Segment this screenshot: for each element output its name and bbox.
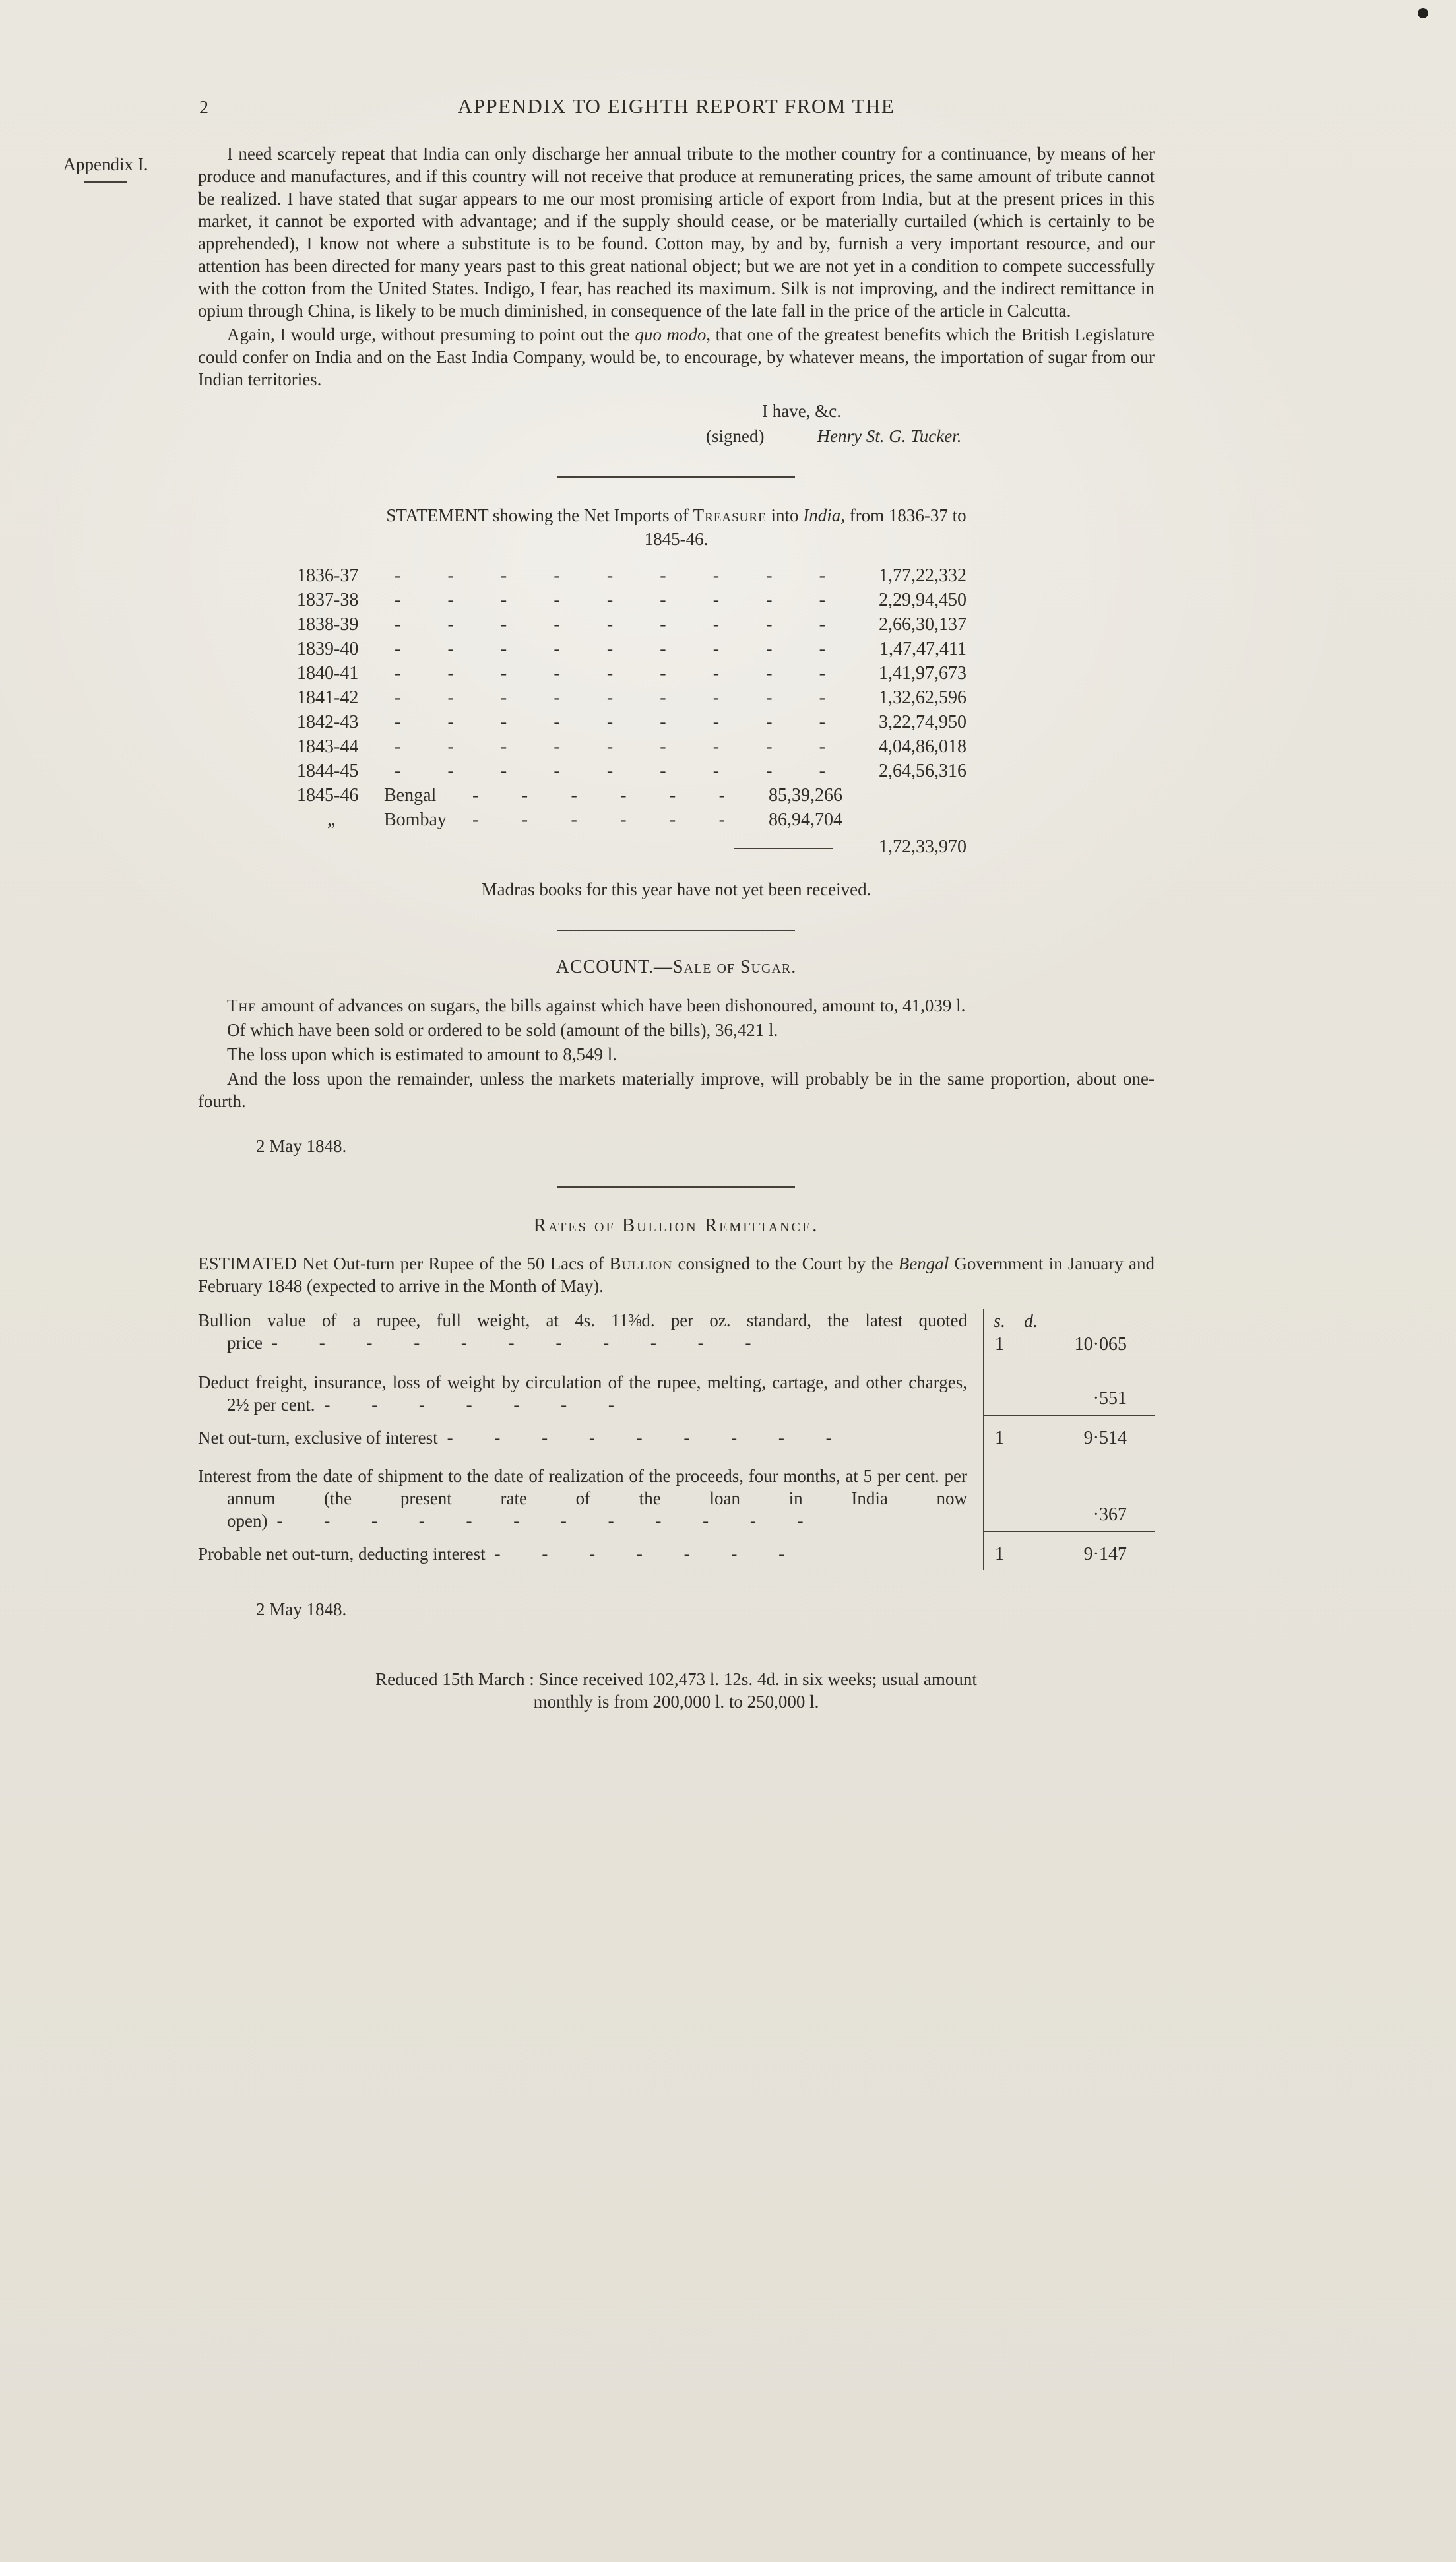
page-content bbox=[198, 94, 1155, 1713]
section-divider bbox=[557, 930, 795, 931]
bullion-date: 2 May 1848. bbox=[256, 1599, 347, 1619]
account-paragraph-4: And the loss upon the remainder, unless the markets materially improve, will probably be in the same proportion, about one-fourth. bbox=[198, 1069, 1155, 1111]
bullion-row bbox=[198, 1361, 1155, 1416]
row-value: 2,66,30,137 bbox=[879, 614, 966, 635]
row-year: 1843-44 bbox=[297, 736, 359, 757]
shillings-label: s. bbox=[994, 1311, 1005, 1331]
dash-leader: - - - - - - - - - - - - bbox=[276, 1511, 804, 1531]
account-paragraph-2: Of which have been sold or ordered to be sold (amount of the bills), 36,421 l. bbox=[227, 1020, 778, 1040]
statement-heading-text-b: into bbox=[766, 505, 804, 525]
row-year: 1844-45 bbox=[297, 761, 359, 781]
bullion-heading: Rates of Bullion Remittance. bbox=[533, 1215, 819, 1236]
section-divider bbox=[557, 1186, 795, 1188]
account-paragraph-3: The loss upon which is estimated to amount to 8,549 l. bbox=[227, 1044, 617, 1064]
bullion-row-description: Deduct freight, insurance, loss of weight by circulation of the rupee, melting, cartage, and other charges, 2½ per cent. bbox=[198, 1372, 967, 1415]
row-value: 1,47,47,411 bbox=[879, 639, 966, 659]
bullion-value bbox=[984, 1543, 1155, 1566]
dash-leader: - - - - - - - - - bbox=[395, 565, 825, 586]
dash-leader: - - - - - - - - - bbox=[395, 761, 825, 781]
account-heading-subject: Sale of Sugar. bbox=[673, 957, 797, 977]
reduction-note-line1: Reduced 15th March : Since received 102,473 l. 12s. 4d. in six weeks; usual amount bbox=[375, 1669, 977, 1689]
statement-heading-line2: 1845-46. bbox=[644, 529, 709, 549]
bullion-row-description: Net out-turn, exclusive of interest bbox=[198, 1428, 438, 1448]
bullion-row-text bbox=[198, 1361, 983, 1416]
row-value: 4,04,86,018 bbox=[879, 736, 966, 757]
letter-p2-latin-phrase: quo modo bbox=[635, 325, 707, 344]
row-year: 1836-37 bbox=[297, 565, 359, 586]
table-row-bombay bbox=[297, 808, 966, 832]
header-title: APPENDIX TO EIGHTH REPORT FROM THE bbox=[457, 94, 895, 117]
total-value: 1,72,33,970 bbox=[879, 837, 966, 857]
margin-note-text: Appendix I. bbox=[63, 154, 148, 174]
dash-leader: - - - - - - - - - bbox=[395, 712, 825, 732]
section-divider bbox=[557, 476, 795, 478]
letter-p2-text-a: Again, I would urge, without presuming to point out the bbox=[227, 325, 635, 344]
bullion-row-value-cell bbox=[983, 1416, 1155, 1454]
bullion-intro bbox=[198, 1252, 1155, 1297]
dash-leader: - - - - - - - - - bbox=[395, 590, 825, 610]
bullion-intro-text-b: consigned to the Court by the bbox=[672, 1254, 899, 1273]
row-value: 1,32,62,596 bbox=[879, 688, 966, 708]
bullion-row-description: Bullion value of a rupee, full weight, at 4s. 11⅜d. per oz. standard, the latest quoted price bbox=[198, 1310, 967, 1353]
bullion-row-value-cell bbox=[983, 1454, 1155, 1532]
margin-note-rule bbox=[84, 181, 127, 183]
account-date: 2 May 1848. bbox=[256, 1136, 347, 1156]
table-row bbox=[297, 588, 966, 612]
row-subvalue: 85,39,266 bbox=[769, 785, 842, 806]
dash-leader: - - - - - - - - - bbox=[395, 688, 825, 708]
bullion-intro-text-c: Government in January and February 1848 (expected to arrive in the Month of May). bbox=[198, 1254, 1155, 1296]
row-value: 2,64,56,316 bbox=[879, 761, 966, 781]
shillings-value: 1 bbox=[995, 1544, 1004, 1564]
row-value: 1,41,97,673 bbox=[879, 663, 966, 684]
shillings-value: 1 bbox=[995, 1334, 1004, 1355]
bullion-value bbox=[984, 1387, 1155, 1411]
bullion-value bbox=[984, 1426, 1155, 1450]
statement-heading-treasure: Treasure bbox=[693, 505, 767, 525]
dash-leader: - - - - - - - - - bbox=[395, 614, 825, 635]
madras-note: Madras books for this year have not yet been received. bbox=[481, 880, 871, 899]
table-row bbox=[297, 686, 966, 710]
pence-value: 9·514 bbox=[1083, 1428, 1127, 1448]
bullion-row-description: Interest from the date of shipment to the date of realization of the proceeds, four months, at 5 per cent. per annum (the present rate of the loan in India now open) bbox=[198, 1466, 967, 1531]
treasure-imports-table bbox=[297, 563, 966, 861]
letter-paragraph-1: I need scarcely repeat that India can only discharge her annual tribute to the mother country for a continuance, by means of her produce and manufactures, and if this country will not receive that produce at remunerating prices, the same amount of tribute cannot be realized. I have stated that sugar appears to me our most promising article of export from India, but at the present prices in this market, it cannot be exported with advantage; and if the supply should cease, or be materially curtailed (which is certainly to be apprehended), I know not where a substitute is to be found. Cotton may, by and by, furnish a very important resource, and our attention has been directed for many years past to this great national object; but we are not yet in a condition to compete successfully with the cotton from the United States. Indigo, I fear, has reached its maximum. Silk is not improving, and the indirect remittance in opium through China, is likely to be much diminished, in consequence of the late fall in the price of the article in Calcutta. bbox=[198, 144, 1155, 321]
row-place: Bombay bbox=[384, 810, 447, 830]
table-row bbox=[297, 734, 966, 759]
bullion-intro-bengal: Bengal bbox=[898, 1254, 949, 1273]
bullion-row-text bbox=[198, 1416, 983, 1454]
row-value: 1,77,22,332 bbox=[879, 565, 966, 586]
row-year: 1838-39 bbox=[297, 614, 359, 635]
account-heading bbox=[198, 956, 1155, 978]
statement-heading bbox=[198, 504, 1155, 527]
row-place: Bengal bbox=[384, 785, 437, 806]
table-total-row bbox=[297, 833, 966, 861]
ditto-mark: „ bbox=[327, 810, 336, 830]
dash-leader: - - - - - - - - - bbox=[395, 663, 825, 684]
signature-line bbox=[706, 425, 1155, 447]
dash-leader: - - - - - - bbox=[472, 785, 725, 806]
row-year: 1839-40 bbox=[297, 639, 359, 659]
dash-leader: - - - - - - - bbox=[494, 1544, 785, 1564]
row-year: 1837-38 bbox=[297, 590, 359, 610]
ink-dot bbox=[1418, 8, 1428, 18]
table-row bbox=[297, 563, 966, 588]
bullion-row bbox=[198, 1416, 1155, 1454]
bullion-row-text bbox=[198, 1532, 983, 1570]
letter-paragraph-2 bbox=[198, 323, 1155, 391]
total-rule bbox=[734, 848, 833, 849]
pence-value: 10·065 bbox=[1074, 1334, 1127, 1355]
table-row bbox=[297, 637, 966, 661]
bullion-value bbox=[984, 1333, 1155, 1357]
row-year: 1845-46 bbox=[297, 785, 359, 806]
shillings-value: 1 bbox=[995, 1428, 1004, 1448]
row-subvalue: 86,94,704 bbox=[769, 810, 842, 830]
table-row bbox=[297, 710, 966, 734]
table-row-bengal bbox=[297, 783, 966, 808]
bullion-row bbox=[198, 1532, 1155, 1570]
account-p1-lead: The bbox=[227, 996, 257, 1015]
pence-value: ·551 bbox=[1092, 1388, 1127, 1409]
letter-p2-text-b: , that one of the greatest benefits which the British Legislature could confer on India and on the East India Company, would be, to encourage, by whatever means, the importation of sugar from our Indian territories. bbox=[198, 325, 1155, 389]
bullion-row-value-cell bbox=[983, 1309, 1155, 1361]
margin-note bbox=[47, 153, 164, 183]
account-heading-text: ACCOUNT.— bbox=[555, 957, 673, 977]
bullion-row-text bbox=[198, 1454, 983, 1532]
shillings-pence-header bbox=[984, 1310, 1155, 1333]
dash-leader: - - - - - - bbox=[472, 810, 725, 830]
valediction: I have, &c. bbox=[762, 401, 841, 421]
account-p1-text: amount of advances on sugars, the bills against which have been dishonoured, amount to, 41,039 l. bbox=[256, 996, 966, 1015]
signed-label: (signed) bbox=[706, 426, 765, 446]
bullion-table bbox=[198, 1309, 1155, 1570]
account-paragraph-1 bbox=[198, 994, 1155, 1017]
table-row bbox=[297, 759, 966, 783]
bullion-row-value-cell bbox=[983, 1532, 1155, 1570]
pence-value: ·367 bbox=[1092, 1504, 1127, 1525]
bullion-intro-bullion: Bullion bbox=[609, 1254, 673, 1273]
bullion-value bbox=[984, 1503, 1155, 1527]
bullion-row-value-cell bbox=[983, 1361, 1155, 1416]
table-row bbox=[297, 661, 966, 686]
page-header bbox=[198, 94, 1155, 119]
row-value: 2,29,94,450 bbox=[879, 590, 966, 610]
dash-leader: - - - - - - - bbox=[324, 1395, 614, 1415]
bullion-row bbox=[198, 1454, 1155, 1532]
table-row bbox=[297, 612, 966, 637]
shillings-value bbox=[984, 1503, 1015, 1527]
row-value: 3,22,74,950 bbox=[879, 712, 966, 732]
pence-label: d. bbox=[1024, 1311, 1038, 1331]
dash-leader: - - - - - - - - - - - bbox=[271, 1333, 751, 1353]
bullion-intro-text-a: ESTIMATED Net Out-turn per Rupee of the 50 Lacs of bbox=[198, 1254, 610, 1273]
statement-heading-text-c: from 1836-37 to bbox=[844, 505, 966, 525]
bullion-row-description: Probable net out-turn, deducting interest bbox=[198, 1544, 486, 1564]
bullion-row-text bbox=[198, 1309, 983, 1361]
statement-heading-india: India, bbox=[803, 505, 845, 525]
dash-leader: - - - - - - - - - bbox=[395, 639, 825, 659]
pence-value: 9·147 bbox=[1083, 1544, 1127, 1564]
reduction-note bbox=[198, 1668, 1155, 1713]
shillings-value bbox=[984, 1387, 1015, 1411]
signature: Henry St. G. Tucker. bbox=[817, 426, 962, 446]
page-number: 2 bbox=[199, 98, 208, 118]
bullion-row bbox=[198, 1309, 1155, 1361]
reduction-note-line2: monthly is from 200,000 l. to 250,000 l. bbox=[533, 1692, 819, 1712]
row-year: 1841-42 bbox=[297, 688, 359, 708]
statement-heading-text-a: STATEMENT showing the Net Imports of bbox=[386, 505, 693, 525]
dash-leader: - - - - - - - - - bbox=[447, 1428, 832, 1448]
row-year: 1840-41 bbox=[297, 663, 359, 684]
dash-leader: - - - - - - - - - bbox=[395, 736, 825, 757]
row-year: 1842-43 bbox=[297, 712, 359, 732]
